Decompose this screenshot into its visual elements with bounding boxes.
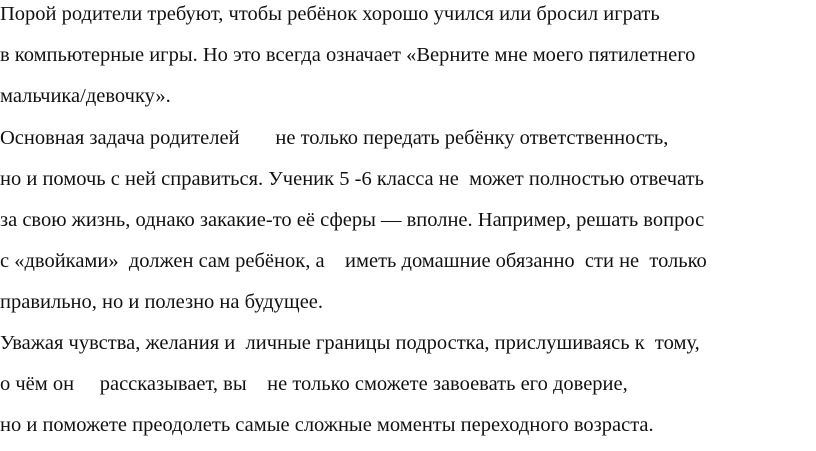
text-line-2: в компьютерные игры. Но это всегда означает «Верните мне моего пятилетнего (0, 44, 696, 66)
text-line-11: но и поможете преодолеть самые сложные моменты переходного возраста. (0, 414, 654, 436)
text-line-1: Порой родители требуют, чтобы ребёнок хорошо учился или бросил играть (0, 3, 660, 25)
text-line-4: Основная задача родителей не только передать ребёнку ответственность, (0, 127, 669, 149)
text-line-6: за свою жизнь, однако закакие-то её сферы — вполне. Например, решать вопрос (0, 209, 705, 231)
text-line-3: мальчика/девочку». (0, 85, 171, 107)
text-line-8: правильно, но и полезно на будущее. (0, 291, 324, 313)
text-line-5: но и помочь с ней справиться. Ученик 5 -6 класса не может полностью отвечать (0, 168, 704, 190)
text-line-9: Уважая чувства, желания и личные границы подростка, прислушиваясь к тому, (0, 332, 700, 354)
text-line-10: о чём он рассказывает, вы не только сможете завоевать его доверие, (0, 373, 628, 395)
text-line-7: с «двойками» должен сам ребёнок, а иметь домашние обязанно сти не только (0, 250, 707, 272)
